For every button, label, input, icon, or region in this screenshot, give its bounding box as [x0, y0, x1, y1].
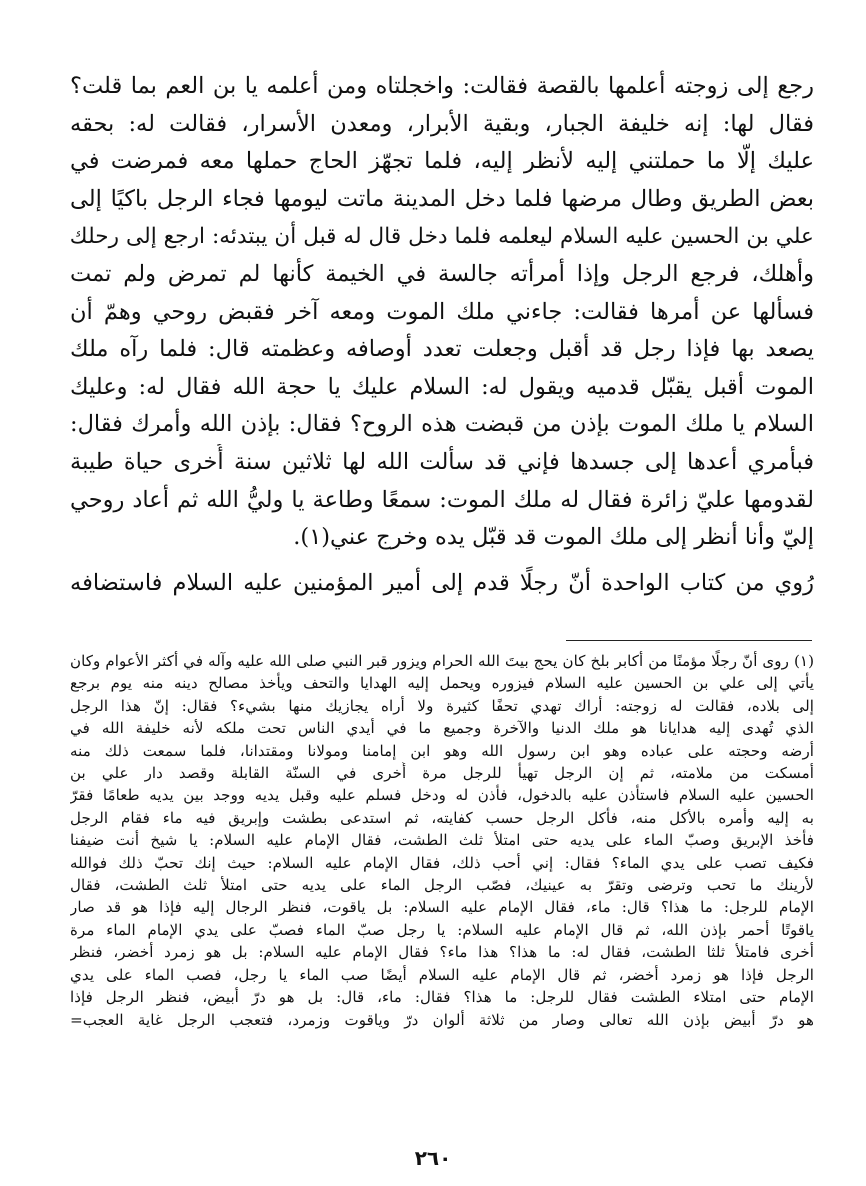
footnote-line: به إليه وأمره بالأكل منه، فأكل الرجل حسب كفايته، ثم استدعى بطشت وإبريق فيه ماء فقام الرجل — [70, 808, 814, 827]
text-line: الموت أقبل يقبّل قدميه ويقول له: السلام عليك يا حجة الله فقال له: وعليك — [70, 373, 814, 400]
main-text — [70, 68, 814, 602]
footnote-line: الإمام للرجل: ما هذا؟ قال: ماء، فقال الإمام عليه السلام: بل ياقوت، فنظر الرجال إليه فإذا هو قد صار — [70, 898, 814, 917]
footnote-line: أخرى فامتلأ ثلثا الطشت، فقال له: ما هذا؟ هذا ماء؟ فقال الإمام عليه السلام: بل هو زمرد أخضر، فنظر — [70, 943, 814, 962]
text-line: السلام يا ملك الموت بإذن من قبضت هذه الروح؟ فقال: بإذن الله وأمرك فقال: — [70, 411, 814, 438]
footnote-line: يأتي إلى علي بن الحسين عليه السلام فيزوره ويحمل إليه الهدايا والتحف ويأخذ مصالح دينه منه يوم برجع — [70, 674, 814, 693]
text-line: فقال لها: إنه خليفة الجبار، وبقية الأبرار، ومعدن الأسرار، فقالت له: بحقه — [70, 110, 814, 137]
footnote-line: فأخذ الإبريق وصبّ الماء على يديه حتى امتلأ ثلث الطشت، فقال الإمام عليه السلام: يا شيخ أنت ضيفنا — [70, 831, 814, 850]
footnote-line: أمسكت من ملامته، ثم إن الرجل تهيأ للرجل مرة أُخرى في السنّة القابلة وقصد دار علي بن — [70, 764, 814, 783]
footnote-line: أرضه وحجته على عباده وهو ابن رسول الله وهو ابن إمامنا ومولانا ومقتدانا، فلما سمعت ذلك منه — [70, 741, 814, 760]
text-line: عليك إلّا ما حملتني إليه لأنظر إليه، فلما تجهّز الحاج حملها معه فمرضت في — [70, 148, 814, 175]
text-line: إليّ وأنا أنظر إلى ملك الموت قد قبّل يده وخرج عني(١). — [293, 524, 814, 551]
text-line: رُوي من كتاب الواحدة أنّ رجلًا قدم إلى أمير المؤمنين عليه السلام فاستضافه — [70, 569, 814, 596]
footnote-line: الحسين عليه السلام فاستأذن عليه بالدخول، فأذن له ودخل فسلم عليه وقبل يديه ووجد بين يديه طعامًا فقرّ — [70, 786, 814, 805]
text-line: فبأمري أعدها إلى جسدها فإني قد سألت الله لها ثلاثين سنة أُخرى حياة طيبة — [70, 448, 814, 475]
page-number: ٢٦٠ — [414, 1146, 452, 1170]
footnote-line: فكيف تصب على يدي الماء؟ فقال: إني أحب ذلك، فقال الإمام عليه السلام: حيث إنك تحبّ ذلك فوالله — [70, 853, 814, 872]
text-line: وأهلك، فرجع الرجل وإذا أمرأته جالسة في الخيمة كأنها لم تمرض ولم تمت — [70, 260, 814, 287]
footnote-line: إلى بلاده، فقالت له زوجته: أراك تهدي تحفًا كثيرة ولا أراه يجازيك منها بشيء؟ فقال: إنّ هذا الرجل — [70, 696, 814, 715]
footnote — [70, 650, 814, 1031]
footnote-line: الإمام حتى امتلاء الطشت فقال للرجل: ما هذا؟ فقال: ماء، قال: بل هو درّ أبيض، فنظر الرجل فإذا — [70, 988, 814, 1007]
text-line: علي بن الحسين عليه السلام ليعلمه فلما دخل قال له قبل أن يبتدئه: ارجع إلى رحلك — [70, 224, 814, 250]
text-line: رجع إلى زوجته أعلمها بالقصة فقالت: واخجلتاه ومن أعلمه يا بن العم بما قلت؟ — [70, 73, 814, 99]
footnote-line: هو درّ أبيض بإذن الله تعالى وصار من ثلاثة ألوان درّ وياقوت وزمرد، فتعجب الرجل غاية العجب= — [70, 1010, 814, 1029]
footnote-line: الذي تُهدى إليه هدايانا هو ملك الدنيا والآخرة وجميع ما في أيدي الناس تحت ملكه لأنه خليفة الله في — [70, 719, 814, 738]
text-line: فسألها عن أمرها فقالت: جاءني ملك الموت ومعه آخر فقبض روحي وهمّ أن — [70, 298, 814, 325]
text-line: يصعد بها فإذا رجل قد أقبل وجعلت تعدد أوصافه وعظمته قال: فلما رآه ملك — [70, 336, 814, 363]
footnote-line: (١) روى أنّ رجلًا مؤمنًا من أكابر بلخ كان يحج بيتَ الله الحرام ويزور قبر النبي صلى الله عليه وآله في أكثر الأعوام وكان — [70, 652, 814, 670]
footnote-separator — [566, 640, 812, 641]
text-line: لقدومها عليّ زائرة فقال له ملك الموت: سمعًا وطاعة يا وليُّ الله ثم أعاد روحي — [70, 486, 814, 513]
text-line: بعض الطريق وطال مرضها فلما دخل المدينة ماتت ليومها فجاء الرجل باكيًا إلى — [70, 185, 814, 212]
footnote-line: لأرينك ما تحب وترضى وتقرّ به عينيك، فصّب الرجل الماء على يديه حتى امتلأ ثلث الطشت، فقال — [70, 876, 814, 895]
footnote-line: ياقوتًا أحمر بإذن الله، ثم قال الإمام عليه السلام: يا رجل صبّ الماء فصبّ على يدي الإمام الماء مرة — [70, 920, 814, 939]
footnote-line: الرجل فإذا هو زمرد أخضر، ثم قال الإمام عليه السلام أيضًا صب الماء يا رجل، فصب الماء على يدي — [70, 965, 814, 984]
